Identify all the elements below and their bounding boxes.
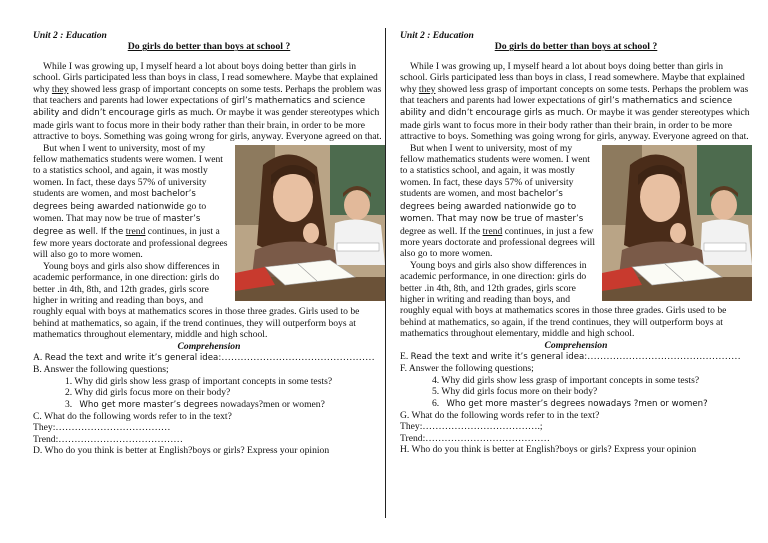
left-worksheet xyxy=(33,30,385,457)
question-f5: 5. Why did girls focus more on their body? xyxy=(432,386,598,398)
question-h: H. Who do you think is better at English?boys or girls? Express your opinion xyxy=(400,444,697,456)
text-run: degree as well. If the xyxy=(400,225,483,237)
handwritten-text: Who get more master’s degrees xyxy=(79,399,219,410)
comprehension-heading: Comprehension xyxy=(177,340,241,352)
handwritten-text: master’s degree as well. If the xyxy=(33,214,201,237)
text-run: While I was growing up, I myself heard a lot about boys doing better than girls in school. Girls participated less than boys in class, I read somewhere. Maybe that explained why xyxy=(400,60,745,95)
text-run: showed less grasp of important concepts on some tests. Perhaps the problem was that teachers and parents had lower expectations of xyxy=(400,83,749,107)
paragraph-3: Young boys and girls also show differences in academic performance, in one direction: girls do better .in 4th, 8th, and 12th grades, girls score higher in writing and reading than boys, and roughly equal with boys at mathematics scores in those three grades. Girls used to be behind at mathematics, so again, if the trend continues, they will outperform boys at mathematics throughout elementary, middle and high school. xyxy=(33,260,360,341)
worksheet-title: Do girls do better than boys at school ? xyxy=(494,41,658,53)
question-letter: E. xyxy=(400,350,409,362)
question-number: 3. xyxy=(65,398,73,410)
text-run: showed less grasp of important concepts on some tests. Perhaps the problem was that teachers and parents had lower expectations of xyxy=(33,83,382,107)
right-worksheet xyxy=(400,30,752,456)
worksheet-title: Do girls do better than boys at school ? xyxy=(127,41,291,53)
unit-heading: Unit 2 : Education xyxy=(33,30,107,41)
underlined-trend: trend xyxy=(482,225,503,237)
comprehension-heading: Comprehension xyxy=(544,339,608,351)
question-c: C. What do the following words refer to in the text? xyxy=(33,411,232,422)
answer-trend: Trend:………………………………… xyxy=(400,432,550,444)
handwritten-text: girl’s mathematics and science ability and didn’t encourage girls as xyxy=(33,96,366,119)
question-f4: 4. Why did girls show less grasp of important concepts in some tests? xyxy=(432,374,700,386)
answer-dots: ………………………………………… xyxy=(587,350,741,362)
question-letter: A. xyxy=(33,351,43,363)
text-run: Or maybe it was gender stereotypes which made girls want to focus more in their body rather than their brain, in order to be more attractive to boys. Something was going wrong for girls, anyway. Everyone agreed on that. xyxy=(400,107,750,143)
handwritten-text: bachelor’s degrees being awarded nationwide go to women. That may now be true of master’s xyxy=(400,189,584,225)
paragraph-1 xyxy=(33,61,385,143)
question-b2: 2. Why did girls focus more on their body? xyxy=(65,387,231,399)
underlined-they: they xyxy=(51,83,69,95)
question-f: F. Answer the following questions; xyxy=(400,363,534,375)
answer-trend: Trend:………………………………… xyxy=(33,433,183,445)
handwritten-text: bachelor’s degrees being awarded nationwide xyxy=(33,189,196,212)
text-run: nowadays?men or women? xyxy=(218,398,325,410)
column-divider xyxy=(385,28,386,518)
answer-dots: ………………………………………… xyxy=(221,351,375,363)
question-a xyxy=(33,352,385,364)
question-d: D. Who do you think is better at English?boys or girls? Express your opinion xyxy=(33,445,330,457)
handwritten-text: Read the text and write it’s general idea: xyxy=(410,351,588,362)
text-run: While I was growing up, I myself heard a lot about boys doing better than girls in school. Girls participated less than boys in class, I read somewhere. Maybe that explained why xyxy=(33,60,378,95)
question-g: G. What do the following words refer to in the text? xyxy=(400,410,600,421)
text-run: continues, in just a few more years doctorate and professional degrees will also go to more women. xyxy=(33,225,228,261)
handwritten-text: Read the text and write it’s general idea: xyxy=(44,352,222,363)
paragraph-3: Young boys and girls also show differences in academic performance, in one direction: girls do better .in 4th, 8th, and 12th grades, girls score higher in writing and reading than boys, and roughly equal with boys at mathematics scores in those three grades. Girls used to be behind at mathematics, so again, if the trend continues, they will outperform boys at mathematics throughout elementary, middle and high school. xyxy=(400,259,727,340)
question-e xyxy=(400,351,752,363)
handwritten-text: girl’s mathematics and science ability and didn’t encourage girls as much. xyxy=(400,96,733,119)
classroom-photo xyxy=(602,145,752,301)
text-run: much. Or maybe it was gender stereotypes which made girls want to focus more in their body rather than their brain, in order to be more attractive to boys. Something was going wrong for girls, anyway. Everyone agreed on that. xyxy=(33,107,382,143)
answer-they: They:……………………………….; xyxy=(400,421,543,433)
text-run: go to women. That may now be true of xyxy=(33,200,207,225)
handwritten-text: Who get more master’s degrees nowadays ?men or women? xyxy=(446,398,708,409)
text-run: continues, in just a few more years doctorate and professional degrees will also go to more women. xyxy=(400,225,595,260)
answer-they: They:……………………………… xyxy=(33,422,171,434)
question-b3 xyxy=(65,399,385,411)
question-f6 xyxy=(432,398,752,410)
underlined-they: they xyxy=(418,83,436,95)
question-b: B. Answer the following questions; xyxy=(33,364,169,376)
paragraph-1 xyxy=(400,61,752,143)
unit-heading: Unit 2 : Education xyxy=(400,30,474,41)
underlined-trend: trend xyxy=(125,225,146,237)
question-b1: 1. Why did girls show less grasp of important concepts in some tests? xyxy=(65,375,333,387)
question-number: 6. xyxy=(432,397,440,409)
classroom-photo xyxy=(235,145,385,301)
text-run: But when I went to university, most of my fellow mathematics students were women. I went to a statistics school, and again, it was mostly women. In fact, these days 57% of university students are women, and most xyxy=(33,142,223,200)
text-run: But when I went to university, most of my fellow mathematics students were women. I went to a statistics school, and again, it was mostly women. In fact, these days 57% of university students are women, and most xyxy=(400,142,590,200)
